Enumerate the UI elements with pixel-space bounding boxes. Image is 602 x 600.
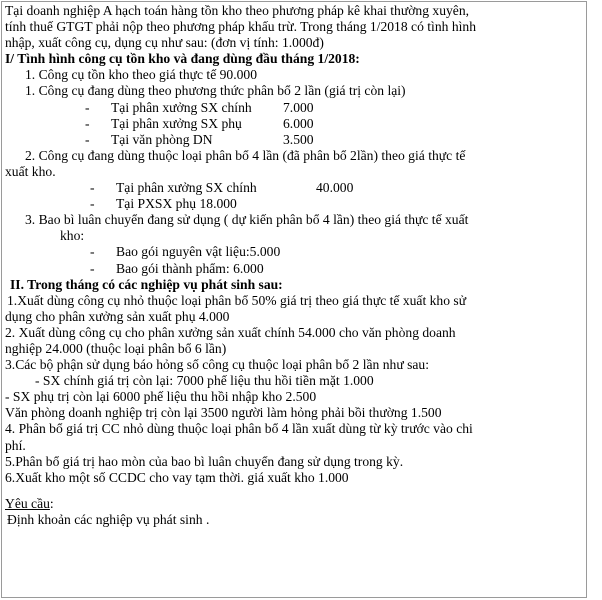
operation-2-line-2: nghiệp 24.000 (thuộc loại phân bổ 6 lần) (5, 340, 227, 356)
operation-4-line-2: phí. (5, 437, 26, 453)
row-label: Tại văn phòng DN (111, 131, 213, 147)
operation-4-line-1: 4. Phân bổ giá trị CC nhỏ dùng thuộc loại phân bổ 4 lần xuất dùng từ kỳ trước vào chi (5, 421, 473, 437)
item-4-line-1: 3. Bao bì luân chuyển đang sử dụng ( dự kiến phân bổ 4 lần) theo giá thực tế xuất (25, 212, 469, 228)
bullet-dash: - (85, 99, 90, 115)
intro-line-1: Tại doanh nghiệp A hạch toán hàng tồn kho theo phương pháp kê khai thường xuyên, (5, 3, 470, 18)
row-label: Tại phân xưởng SX chính (111, 99, 252, 115)
requirement-text: Định khoản các nghiệp vụ phát sinh . (7, 511, 210, 527)
operation-3-line-3: - SX phụ trị còn lại 6000 phế liệu thu hồi nhập kho 2.500 (5, 389, 317, 405)
operation-1-line-1: 1.Xuất dùng công cụ nhỏ thuộc loại phân bổ 50% giá trị theo giá thực tế xuất kho sử (7, 292, 467, 308)
row-value: 7.000 (283, 99, 314, 115)
item-3-row (5, 196, 583, 212)
intro-line-2: tính thuế GTGT phải nộp theo phương pháp khấu trừ. Trong tháng 1/2018 có tình hình (5, 19, 476, 35)
row-value: 18.000 (199, 196, 237, 212)
item-3-line-1: 2. Công cụ đang dùng thuộc loại phân bổ 4 lần (đã phân bổ 2lần) theo giá thực tế (25, 147, 466, 163)
item-4-line-2: kho: (60, 228, 85, 244)
row-label: Bao gói nguyên vật liệu: (116, 244, 250, 260)
operation-3-line-2: - SX chính giá trị còn lại: 7000 phế liệu thu hồi tiền mặt 1.000 (35, 373, 374, 389)
operation-2-line-1: 2. Xuất dùng công cụ cho phân xưởng sản xuất chính 54.000 cho văn phòng doanh (5, 324, 456, 340)
intro-line-3: nhập, xuất công cụ, dụng cụ như sau: (đơn vị tính: 1.000đ) (5, 35, 324, 51)
row-value: 40.000 (316, 180, 354, 196)
bullet-dash: - (90, 180, 95, 196)
item-3-row (5, 180, 583, 196)
bullet-dash: - (90, 244, 95, 260)
row-label: Bao gói thành phẩm: (116, 260, 230, 276)
item-2-row (5, 116, 583, 132)
requirement-colon: : (49, 495, 54, 511)
requirement-heading (5, 496, 583, 512)
item-1: 1. Công cụ tồn kho theo giá thực tế 90.000 (25, 67, 258, 83)
item-4-row (5, 261, 583, 277)
item-2-row (5, 100, 583, 116)
row-value: 6.000 (233, 260, 264, 276)
item-4-row (5, 244, 583, 260)
operation-6: 6.Xuất kho một số CCDC cho vay tạm thời. giá xuất kho 1.000 (5, 469, 349, 485)
operation-5: 5.Phân bổ giá trị hao mòn của bao bì luân chuyển đang sử dụng trong kỳ. (5, 453, 404, 469)
section-2-heading: II. Trong tháng có các nghiệp vụ phát sinh sau: (10, 276, 283, 292)
bullet-dash: - (90, 196, 95, 212)
item-2-row (5, 132, 583, 148)
row-label: Tại PXSX phụ (116, 196, 197, 212)
operation-3-line-4: Văn phòng doanh nghiệp trị còn lại 3500 người làm hỏng phải bồi thường 1.500 (5, 405, 442, 421)
requirement-title: Yêu cầu (5, 495, 50, 511)
document-page (1, 1, 587, 598)
bullet-dash: - (85, 131, 90, 147)
row-value: 6.000 (283, 115, 314, 131)
bullet-dash: - (90, 260, 95, 276)
operation-1-line-2: dụng cho phân xưởng sản xuất phụ 4.000 (5, 308, 230, 324)
operation-3-line-1: 3.Các bộ phận sử dụng báo hỏng số công cụ thuộc loại phân bổ 2 lần như sau: (5, 357, 429, 373)
row-value: 5.000 (249, 244, 281, 260)
spacer (5, 486, 583, 496)
exercise-text (5, 3, 583, 528)
row-label: Tại phân xưởng SX chính (116, 180, 257, 196)
row-label: Tại phân xưởng SX phụ (111, 115, 242, 131)
bullet-dash: - (85, 115, 90, 131)
item-3-line-2: xuất kho. (5, 163, 56, 179)
item-2: 1. Công cụ đang dùng theo phương thức phân bổ 2 lần (giá trị còn lại) (25, 83, 406, 99)
row-value: 3.500 (283, 131, 314, 147)
section-1-heading: I/ Tình hình công cụ tồn kho và đang dùng đầu tháng 1/2018: (5, 51, 360, 67)
